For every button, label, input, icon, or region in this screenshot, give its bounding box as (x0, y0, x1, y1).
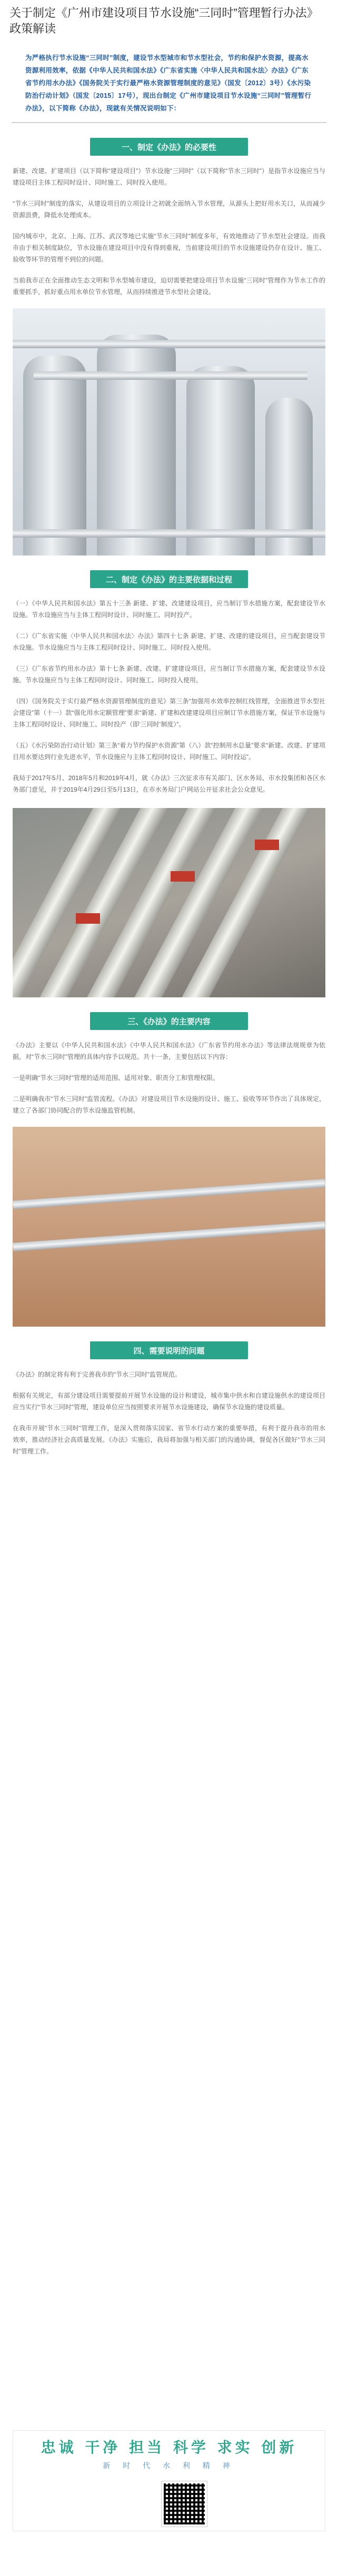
footer-banner (13, 2430, 325, 2531)
slogan: 忠诚 干净 担当 科学 求实 创新 (41, 2439, 297, 2456)
section-4-paragraph: 《办法》的制定将有利于完善我市的“节水三同时”监管规范。 (13, 1371, 181, 1378)
tank-shape (23, 356, 86, 555)
section-1-paragraph: “节水三同时”制度的落实，从建设项目的立项设计之初就全面纳入节水管理，从源头上把好用水关口，从而减少资源浪费，降低水处理成本。 (13, 200, 325, 219)
article-title: 关于制定《广州市建设项目节水设施“三同时”管理暂行办法》政策解读 (9, 6, 319, 35)
section-2-paragraph: 我局于2017年5月、2018年5月和2019年4月，就《办法》三次征求市有关部门、区水务局、市水投集团和各区水务部门意见，并于2019年4月29日至5月13日，在市水务局门户网站公开征求社会公众意见。 (13, 774, 325, 793)
section-1-paragraph: 国内城市中，北京、上海、江苏、武汉等地已实施“节水三同时”制度多年，有效地推动了节水型社会建设。而我市由于相关制度缺位，节水设施在建设项目中没有得到重视，当前建设项目的节水设施建设仍存在设计、施工、验收等环节的管理不到位的问题。 (13, 233, 325, 263)
section-1-paragraph: 新建、改建、扩建项目（以下简称“建设项目”）节水设施“三同时”（以下简称“节水三同时”）是指节水设施应当与建设项目主体工程同时设计、同时施工、同时投入使用。 (13, 167, 325, 186)
section-head-2: 二、制定《办法》的主要依据和过程 (90, 570, 248, 588)
pipe-shape (13, 340, 325, 348)
section-3-paragraph: 《办法》主要以《中华人民共和国水法》《中华人民共和国水法》《广东省节约用水办法》等法律法规规章为依据，对“节水三同时”管理的具体内容予以规范。共十一条，主要包括以下内容： (13, 1042, 325, 1060)
red-band (171, 871, 195, 882)
divider (12, 122, 326, 123)
tank-shape (97, 335, 176, 555)
section-3-paragraph: 二是明确我市“节水三同时”监管流程。《办法》对建设项目节水设施的设计、施工、验收等环节作出了具体规定，建立了各部门协同配合的节水设施监管机制。 (13, 1095, 325, 1114)
section-4-paragraph: 根据有关规定，有部分建设项目需要提前开展节水设施的设计和建设，城市集中供水和自建设施供水的建设项目应当实行“节水三同时”管理，建设单位应当按照要求开展节水设施建设，确保节水设施的建设质量。 (13, 1392, 325, 1411)
pipe-shape (34, 371, 307, 380)
section-2-paragraph: （三）《广东省节约用水办法》第十七条 新建、改建、扩建建设项目，应当制订节水措施方案，配套建设节水设施。节水设施应当与主体工程同时设计、同时施工、同时投入使用。 (13, 665, 325, 684)
section-3-paragraph: 一是明确“节水三同时”管理的适用范围、适用对象、职责分工和管理权限。 (13, 1074, 219, 1082)
section-1-paragraph: 当前我市正在全面推动生态文明和节水型城市建设，迫切需要把建设项目节水设施“三同时”管理作为节水工作的重要抓手，抓好重点用水单位节水管理，从而持续推进节水型社会建设。 (13, 277, 325, 296)
tank-shape (186, 366, 255, 555)
section-2-paragraph: （二）《广东省实施〈中华人民共和国水法〉办法》第四十七条 新建、扩建、改建的建设项目，应当配套建设节水设施。节水设施应当与主体工程同时设计、同时施工、同时投入使用。 (13, 632, 325, 651)
rooftop-photo (13, 1127, 325, 1327)
article-intro: 为严格执行节水设施“三同时”制度，建设节水型城市和节水型社会，节约和保护水资源，提高水资源利用效率，依据《中华人民共和国水法》《广东省实施〈中华人民共和国水法〉办法》《广东省节约用水办法》《国务院关于实行最严格水资源管理制度的意见》（国发〔2012〕3号）《水污染防治行动计划》（国发〔2015〕17号），现出台制定《广州市建设项目节水设施“三同时”管理暂行办法》，以下简称《办法》，现就有关情况说明如下： (25, 54, 312, 112)
red-band (76, 913, 100, 924)
pipes-photo (13, 808, 325, 997)
pipe-shape (13, 1221, 325, 1251)
section-2-paragraph: （五）《水污染防治行动计划》第三条“着力节约保护水资源”第（八）款“控制用水总量”要求“新建、改建、扩建项目用水要达到行业先进水平，节水设施应与主体工程同时设计、同时施工、同时投运”。 (13, 742, 325, 761)
red-band (255, 840, 279, 850)
subslogan: 新 时 代 水 利 精 神 (103, 2461, 235, 2470)
pipe-shape (13, 1179, 325, 1209)
pipe-shape (13, 529, 325, 538)
water-tank-photo (13, 308, 325, 555)
section-head-3: 三、《办法》的主要内容 (90, 1012, 248, 1030)
section-head-4: 四、需要说明的问题 (90, 1341, 248, 1359)
section-4-paragraph: 在我市开展“节水三同时”管理工作，是深入贯彻落实国家、省节水行动方案的重要举措，有利于提升我市的用水效率，推动经济社会高质量发展。《办法》实施后，我局将加强与相关部门的沟通协调，督促各区做好“节水三同时”管理工作。 (13, 1425, 325, 1455)
section-2-paragraph: （四）《国务院关于实行最严格水资源管理制度的意见》第三条“加强用水效率控制红线管理，全面推进节水型社会建设”第（十一）款“强化用水定额管理”要求“新建、扩建和改建建设项目应制订节水措施方案，保证节水设施与主体工程同时设计、同时施工、同时投产（即‘三同时’制度）”。 (13, 698, 325, 728)
qr-code-icon[interactable] (162, 2481, 207, 2527)
section-2-paragraph: （一）《中华人民共和国水法》第五十三条 新建、扩建、改建建设项目，应当制订节水措施方案，配套建设节水设施。节水设施应当与主体工程同时设计、同时施工、同时投产。 (13, 600, 325, 619)
section-head-1: 一、制定《办法》的必要性 (90, 138, 248, 156)
